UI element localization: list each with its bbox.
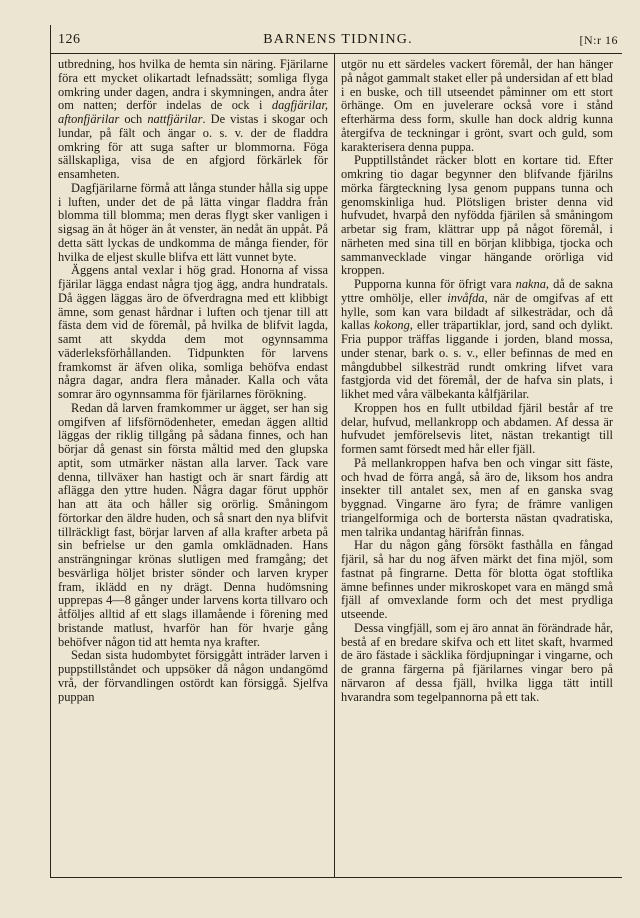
paragraph: Redan då larven framkommer ur ägget, ser han sig omgifven af lifsförnödenheter, emedan äggen alltid läggas der riklig tillgång på sådana finnes, och han börjar då genast sin första måltid med den glupska aptit, som utmärker nästan alla larver. Tack vare denna, tillväxer han hastigt och är snart färdig att aflägga den yttre huden. Några dagar förut upphör han att äta och håller sig orörlig. Småningom förtorkar den äldre huden, och så snart den nya blifvit tillräckligt fast, börjar larven af alla krafter arbeta på sin befrielse ur den gamla omklädnaden. Hans ansträngningar krönas slutligen med framgång; det besvärliga höljet brister sönder och larven kryper fram, iklädd en ny drägt. Denna hudömsning upprepas 4—8 gånger under larvens korta tillvaro och åtföljes alltid af ett slags illamående i förening med bristande matlust, hvarför han för hvarje gång behöfver någon tid att hemta nya krafter.	[58, 400, 328, 649]
page-header	[58, 32, 618, 50]
footer-rule	[50, 877, 622, 878]
publication-title: BARNENS TIDNING.	[263, 32, 413, 47]
paragraph: Pupporna kunna för öfrigt vara nakna, då de sakna yttre omhölje, eller invåfda, när de omgifvas af ett hylle, som kan vara bildadt af silkesträdar, och då kallas kokong, eller träpartiklar, jord, sand och dylikt. Fria puppor träffas liggande i jorden, bland mossa, under stenar, bark o. s. v., eller befinnas de med en mångdubbel silkesträd rundt omkring lifvet vara fastgjorda vid det föremål, der de hafva sin plats, i likhet med våra välbekanta kålfjärilar.	[341, 277, 613, 401]
paragraph: Pupptillståndet räcker blott en kortare tid. Efter omkring tio dagar begynner den blifvande fjärilns mörka färgteckning lysa genom puppans tunna och genomskinliga hud. Plötsligen brister denna vid hufvudet, hvarpå den nyfödda fjärilen så småningom arbetar sig fram, klättrar upp på något föremål, i närheten med sina till en början klibbiga, tjocka och sammanvecklade vingar hängande orörliga vid kroppen.	[341, 153, 613, 278]
header-rule	[50, 53, 622, 54]
right-column	[341, 58, 613, 873]
column-divider	[334, 53, 335, 877]
left-column	[58, 58, 328, 873]
paragraph: utbredning, hos hvilka de hemta sin näring. Fjärilarne föra ett mycket olikartadt lefnadssätt; somliga flyga omkring under dagen, andra i skymningen, andra åter om natten; derför indelas de ock i dagfjärilar, aftonfjärilar och nattfjärilar. De vistas i skogar och lundar, på fält och ängar o. s. v. der de fladdra omkring för att suga safter ur blommorna. Föga sällskapliga, visa de en afgjord förkärlek för ensamheten.	[58, 58, 328, 181]
paragraph: Sedan sista hudombytet försiggått inträder larven i puppstillståndet och uppsöker då någon undangömd vrå, der förvandlingen ostördt kan försiggå. Sjelfva puppan	[58, 648, 328, 704]
paragraph: Dagfjärilarne förmå att långa stunder hålla sig uppe i luften, under det de på lätta vingar fladdra från blomma till blomma; men deras flygt sker vanligen i sigsag än åt höger än åt venster, än nedåt än uppåt. På detta sätt lyckas de undkomma de många fiender, för hvilka de eljest skulle blifva ett lätt vunnet byte.	[58, 180, 328, 264]
paragraph: Dessa vingfjäll, som ej äro annat än förändrade hår, bestå af en bredare skifva och ett litet skaft, hvarmed de äro fästade i säcklika fördjupningar i vingarne, och de granna färgerna på fjärilarnes vingar bero på närvaron af dessa fjäll, hvilka ligga tätt intill hvarandra som tegelpannorna på ett tak.	[341, 620, 613, 704]
paragraph: Äggens antal vexlar i hög grad. Honorna af vissa fjärilar lägga endast några tjog ägg, andra hundratals. Då äggen läggas äro de öfverdragna med ett klibbigt ämne, som genast hårdnar i luften och tjenar till att fästa dem vid de föremål, på hvilka de blifvit lagda, samt att skydda dem mot ogynnsamma väderleksförhållanden. Tidpunkten för larvens framkomst är äfven olika, somliga behöfva endast några dagar, andra flera månader. Kalla och våta somrar äro ogynnsamma för fjärilarnes förökning.	[58, 263, 328, 401]
paragraph: Kroppen hos en fullt utbildad fjäril består af tre delar, hufvud, mellankropp och abdamen. Af dessa är hufvudet jemförelsevis litet, nästan trekantigt till formen samt försedt med hår eller fjäll.	[341, 400, 613, 456]
paragraph: utgör nu ett särdeles vackert föremål, der han hänger på något gammalt staket eller på undersidan af ett blad i en buske, och till utseendet påminner om ett stort örhänge. Om en juvelerare också vore i stånd efterhärma dess form, skulle han dock aldrig kunna återgifva de teckningar i grönt, svart och guld, som karakterisera denna puppa.	[341, 58, 613, 154]
paragraph: På mellankroppen hafva ben och vingar sitt fäste, och hvad de förra angå, så äro de, liksom hos andra insekter till antalet sex, men af en ganska svag byggnad. Vingarne äro fyra; de främre vanligen triangelformiga och de bortersta nästan qvadratiska, men talrika undantag härifrån finnas.	[341, 455, 613, 539]
left-border-rule	[50, 25, 51, 877]
page-number: 126	[58, 32, 81, 47]
paragraph: Har du någon gång försökt fasthålla en fångad fjäril, så har du nog äfven märkt det fina mjöl, som fastnat på fingrarne. Detta för blotta ögat stoftlika ämne befinnes under mikroskopet vara en mängd små fjäll af omvexlande form och det mest prydliga utseende.	[341, 538, 613, 621]
issue-number: [N:r 16	[579, 33, 618, 47]
